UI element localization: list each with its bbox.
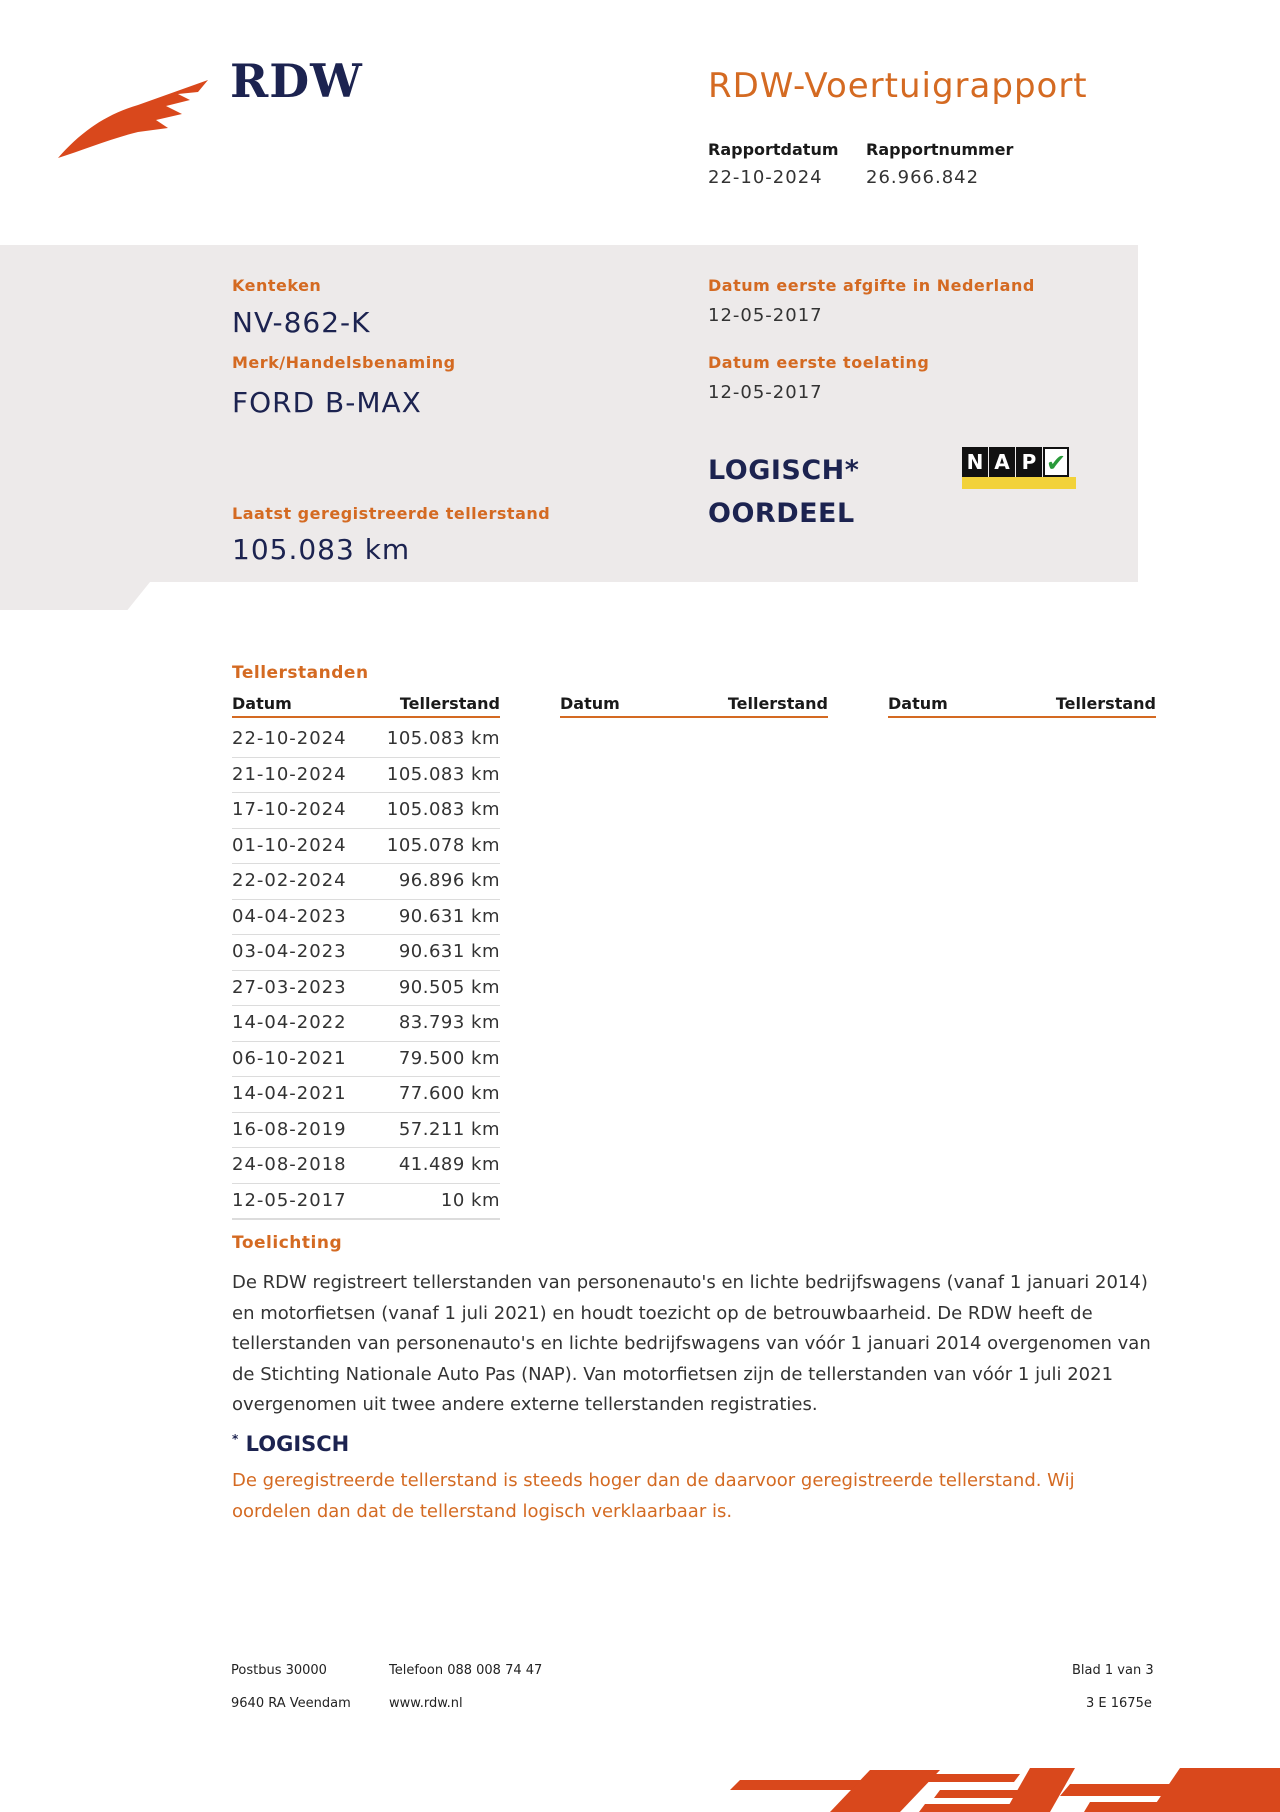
table-row xyxy=(232,793,500,829)
table-row xyxy=(232,1148,500,1184)
afgifte-value: 12-05-2017 xyxy=(708,305,823,326)
row-tellerstand: 105.083 km xyxy=(386,763,500,785)
toelichting-title: Toelichting xyxy=(232,1233,343,1253)
table-row xyxy=(232,758,500,794)
kenteken-label: Kenteken xyxy=(232,276,322,295)
footer-code: 3 E 1675e xyxy=(1086,1696,1152,1711)
table-row xyxy=(232,935,500,971)
logisch-heading-text: LOGISCH xyxy=(245,1432,350,1456)
header-tellerstand: Tellerstand xyxy=(1055,694,1156,713)
table-row xyxy=(232,1184,500,1221)
row-datum: 16-08-2019 xyxy=(232,1118,347,1140)
logisch-text: De geregistreerde tellerstand is steeds hoger dan de daarvoor geregistreerde tellerstand. Wij oordelen dan dat de tellerstand logisch verklaarbaar is. xyxy=(232,1470,1075,1522)
rdw-logo-icon xyxy=(58,80,208,162)
row-tellerstand: 105.083 km xyxy=(386,728,500,749)
row-datum: 22-10-2024 xyxy=(232,728,347,749)
nap-badge-icon xyxy=(962,447,1076,489)
decorative-stripes-icon xyxy=(730,1760,1280,1812)
nap-letter-p: P xyxy=(1016,447,1042,477)
nap-yellow-bar xyxy=(962,477,1076,489)
table-row xyxy=(232,971,500,1007)
footer-postbus: Postbus 30000 xyxy=(231,1663,327,1678)
table-header-col3 xyxy=(888,694,1156,718)
rapportnummer-value: 26.966.842 xyxy=(866,167,980,188)
readings-table xyxy=(232,722,500,1220)
toelating-value: 12-05-2017 xyxy=(708,382,823,403)
footer-adres: 9640 RA Veendam xyxy=(231,1696,351,1711)
table-row xyxy=(232,864,500,900)
row-tellerstand: 10 km xyxy=(440,1189,500,1211)
teller-value: 105.083 km xyxy=(232,533,411,566)
row-tellerstand: 90.505 km xyxy=(398,976,500,998)
nap-letter-n: N xyxy=(962,447,988,477)
toelichting-text: De RDW registreert tellerstanden van personenauto's en lichte bedrijfswagens (vanaf 1 januari 2014) en motorfietsen (vanaf 1 juli 2021) en houdt toezicht op de betrouwbaarheid. De RDW heeft de tellerstanden van personenauto's en lichte bedrijfswagens van vóór 1 januari 2014 overgenomen van de Stichting Nationale Auto Pas (NAP). Van motorfietsen zijn de tellerstanden van vóór 1 juli 2021 overgenomen uit twee andere externe tellerstanden registraties. xyxy=(232,1272,1151,1415)
table-row xyxy=(232,1113,500,1149)
rapportdatum-label: Rapportdatum xyxy=(708,140,839,159)
row-datum: 04-04-2023 xyxy=(232,905,347,927)
header-tellerstand: Tellerstand xyxy=(727,694,828,713)
report-title: RDW-Voertuigrapport xyxy=(708,66,1088,106)
verdict-oordeel: OORDEEL xyxy=(708,498,855,529)
row-tellerstand: 90.631 km xyxy=(398,941,500,962)
rdw-logo-text: RDW xyxy=(230,54,363,108)
rapportnummer-label: Rapportnummer xyxy=(866,140,1014,159)
rapportdatum-value: 22-10-2024 xyxy=(708,167,823,188)
row-tellerstand: 83.793 km xyxy=(398,1012,500,1033)
row-tellerstand: 105.083 km xyxy=(386,799,500,820)
nap-letter-a: A xyxy=(989,447,1015,477)
header-datum: Datum xyxy=(888,694,948,713)
row-tellerstand: 79.500 km xyxy=(398,1047,500,1069)
logisch-heading xyxy=(232,1432,349,1456)
row-datum: 22-02-2024 xyxy=(232,870,347,891)
header-tellerstand: Tellerstand xyxy=(399,694,500,713)
row-datum: 01-10-2024 xyxy=(232,834,347,856)
row-datum: 06-10-2021 xyxy=(232,1047,347,1069)
row-datum: 21-10-2024 xyxy=(232,763,347,785)
toelating-label: Datum eerste toelating xyxy=(708,353,930,372)
row-tellerstand: 41.489 km xyxy=(398,1154,500,1175)
row-datum: 24-08-2018 xyxy=(232,1154,347,1175)
table-row xyxy=(232,1042,500,1078)
header-datum: Datum xyxy=(232,694,292,713)
panel-notch xyxy=(0,582,150,610)
table-row xyxy=(232,1006,500,1042)
table-header-col2 xyxy=(560,694,828,718)
afgifte-label: Datum eerste afgifte in Nederland xyxy=(708,276,1035,295)
teller-label: Laatst geregistreerde tellerstand xyxy=(232,504,551,523)
row-tellerstand: 96.896 km xyxy=(398,870,500,891)
row-datum: 12-05-2017 xyxy=(232,1189,347,1211)
merk-value: FORD B-MAX xyxy=(232,386,422,419)
row-datum: 14-04-2021 xyxy=(232,1083,347,1104)
footer-page-number: Blad 1 van 3 xyxy=(1072,1663,1154,1678)
table-row xyxy=(232,829,500,865)
verdict-logisch: LOGISCH* xyxy=(708,455,860,486)
row-datum: 03-04-2023 xyxy=(232,941,347,962)
row-tellerstand: 90.631 km xyxy=(398,905,500,927)
table-row xyxy=(232,900,500,936)
table-row xyxy=(232,1077,500,1113)
checkmark-icon: ✔ xyxy=(1043,447,1069,477)
row-datum: 27-03-2023 xyxy=(232,976,347,998)
header-datum: Datum xyxy=(560,694,620,713)
row-datum: 14-04-2022 xyxy=(232,1012,347,1033)
kenteken-value: NV-862-K xyxy=(232,306,371,339)
footer-website[interactable]: www.rdw.nl xyxy=(389,1696,463,1711)
row-tellerstand: 105.078 km xyxy=(386,834,500,856)
logisch-star: * xyxy=(232,1432,239,1446)
tellerstanden-title: Tellerstanden xyxy=(232,663,369,683)
vehicle-panel xyxy=(0,245,1138,582)
row-tellerstand: 57.211 km xyxy=(398,1118,500,1140)
table-row xyxy=(232,722,500,758)
row-tellerstand: 77.600 km xyxy=(398,1083,500,1104)
table-header-col1 xyxy=(232,694,500,718)
row-datum: 17-10-2024 xyxy=(232,799,347,820)
footer-telefoon: Telefoon 088 008 74 47 xyxy=(389,1663,543,1678)
merk-label: Merk/Handelsbenaming xyxy=(232,353,456,372)
